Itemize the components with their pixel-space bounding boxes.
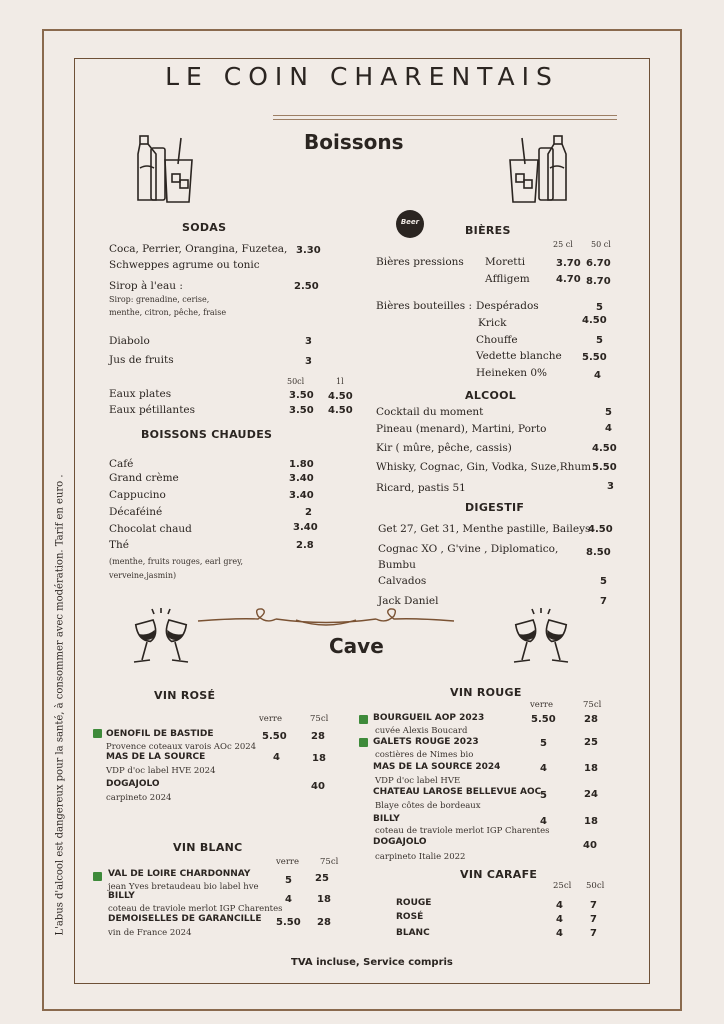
- carafe-price-25cl: 4: [556, 928, 563, 939]
- wine-price-verre: 5: [285, 875, 292, 886]
- chaude-item-price: 2.8: [296, 540, 314, 551]
- carafe-price-25cl: 4: [556, 900, 563, 911]
- wine-name: BOURGUEIL AOP 2023: [373, 713, 485, 723]
- wine-subtitle: Blaye côtes de bordeaux: [375, 801, 481, 811]
- biere-price-25cl: 4.70: [556, 274, 581, 285]
- wine-name: OENOFIL DE BASTIDE: [106, 729, 214, 739]
- wine-price-verre: 5.50: [531, 714, 556, 725]
- the-note-line2: verveine,jasmin): [109, 571, 177, 580]
- biere-bouteille-name: Krick: [478, 317, 507, 329]
- vin-carafe-col-50cl: 50cl: [586, 881, 605, 891]
- alcohol-warning: L'abus d'alcool est dangereux pour la santé, à consommer avec modération. Tarif en euro .: [54, 474, 66, 936]
- digestif-item-name: Cognac XO , G'vine , Diplomatico,: [378, 543, 559, 555]
- wine-price-verre: 5.50: [262, 731, 287, 742]
- vin-rouge-title: VIN ROUGE: [450, 686, 522, 699]
- wine-name: DEMOISELLES DE GARANCILLE: [108, 914, 262, 924]
- wine-subtitle: carpineto Italie 2022: [375, 852, 466, 862]
- wine-price-75cl: 18: [312, 753, 326, 764]
- alcool-item-price: 5: [605, 407, 612, 418]
- chaudes-title: BOISSONS CHAUDES: [141, 428, 273, 441]
- carafe-price-50cl: 7: [590, 928, 597, 939]
- chaude-item-name: Thé: [109, 539, 129, 551]
- wine-price-verre: 5: [540, 738, 547, 749]
- biere-item-name: Affligem: [485, 273, 530, 285]
- drinks-illustration-left-icon: [134, 134, 196, 204]
- eaux-col-50cl: 50cl: [287, 377, 305, 386]
- wine-price-75cl: 28: [584, 714, 598, 725]
- wine-name: MAS DE LA SOURCE 2024: [373, 762, 501, 772]
- wine-price-75cl: 40: [583, 840, 597, 851]
- wine-price-75cl: 18: [584, 763, 598, 774]
- ornament-divider-icon: [196, 604, 456, 630]
- wine-name: GALETS ROUGE 2023: [373, 737, 479, 747]
- eaux-petillantes-price-1l: 4.50: [328, 405, 353, 416]
- chaude-item-price: 3.40: [293, 522, 318, 533]
- diabolo-name: Diabolo: [109, 335, 150, 347]
- biere-item-name: Moretti: [485, 256, 526, 268]
- digestif-item-price: 5: [600, 576, 607, 587]
- digestif-item-price: 4.50: [588, 524, 613, 535]
- chaude-item-price: 3.40: [289, 490, 314, 501]
- the-note: (menthe, fruits rouges, earl grey,: [109, 557, 244, 566]
- alcool-item-price: 3: [607, 481, 614, 492]
- wine-subtitle: cuvée Alexis Boucard: [375, 726, 468, 736]
- bieres-col-50cl: 50 cl: [591, 240, 611, 249]
- eaux-plates-name: Eaux plates: [109, 388, 172, 400]
- vin-carafe-col-25cl: 25cl: [553, 881, 572, 891]
- soda-item-price: 3.30: [296, 245, 321, 256]
- carafe-price-50cl: 7: [590, 914, 597, 925]
- wine-subtitle: VDP d'oc label HVE: [375, 776, 461, 786]
- carafe-name: BLANC: [396, 928, 430, 938]
- beer-badge-label: Beer: [400, 218, 420, 226]
- biere-bouteille-price: 5: [596, 335, 603, 346]
- soda-item-name-line2: Schweppes agrume ou tonic: [109, 259, 260, 271]
- cave-heading: Cave: [329, 634, 384, 658]
- vin-rose-col-verre: verre: [259, 714, 282, 724]
- alcool-item-price: 5.50: [592, 462, 617, 473]
- wine-subtitle: VDP d'oc label HVE 2024: [106, 766, 216, 776]
- digestif-item-name: Get 27, Get 31, Menthe pastille, Baileys: [378, 523, 591, 535]
- biere-bouteille-price: 5: [596, 302, 603, 313]
- sirop-price: 2.50: [294, 281, 319, 292]
- chaude-item-name: Cappucino: [109, 489, 166, 501]
- bieres-pressions-label: Bières pressions: [376, 256, 464, 268]
- chaude-item-price: 2: [305, 507, 312, 518]
- wine-price-verre: 4: [285, 894, 292, 905]
- digestif-item-name: Jack Daniel: [378, 595, 439, 607]
- beer-badge-icon: [396, 210, 424, 238]
- bio-label-icon: [93, 729, 102, 738]
- sirop-note: Sirop: grenadine, cerise,: [109, 295, 210, 304]
- biere-price-50cl: 6.70: [586, 258, 611, 269]
- biere-bouteille-price: 5.50: [582, 352, 607, 363]
- restaurant-name: LE COIN CHARENTAIS: [165, 62, 559, 91]
- boissons-heading: Boissons: [304, 130, 404, 154]
- carafe-name: ROSÉ: [396, 912, 424, 922]
- biere-bouteille-name: Chouffe: [476, 334, 518, 346]
- biere-bouteille-name: Heineken 0%: [476, 367, 548, 379]
- chaude-item-price: 1.80: [289, 459, 314, 470]
- biere-bouteille-price: 4.50: [582, 315, 607, 326]
- alcool-item-name: Pineau (menard), Martini, Porto: [376, 423, 547, 435]
- vin-rose-title: VIN ROSÉ: [154, 689, 216, 702]
- vin-blanc-title: VIN BLANC: [173, 841, 243, 854]
- wine-price-verre: 5: [540, 790, 547, 801]
- biere-price-50cl: 8.70: [586, 276, 611, 287]
- wine-name: CHATEAU LAROSE BELLEVUE AOC: [373, 787, 542, 797]
- wine-subtitle: costières de Nimes bio: [375, 750, 474, 760]
- eaux-petillantes-price-50cl: 3.50: [289, 405, 314, 416]
- wine-price-verre: 5.50: [276, 917, 301, 928]
- eaux-petillantes-name: Eaux pétillantes: [109, 404, 196, 416]
- vin-blanc-col-75cl: 75cl: [320, 857, 339, 867]
- biere-price-25cl: 3.70: [556, 258, 581, 269]
- bio-label-icon: [93, 872, 102, 881]
- alcool-item-price: 4.50: [592, 443, 617, 454]
- bieres-bouteilles-label: Bières bouteilles :: [376, 300, 473, 312]
- wine-price-verre: 4: [540, 816, 547, 827]
- wine-price-75cl: 25: [315, 873, 329, 884]
- title-rule-top: [273, 115, 617, 116]
- alcool-item-name: Ricard, pastis 51: [376, 482, 466, 494]
- tva-note: TVA incluse, Service compris: [291, 957, 453, 968]
- carafe-price-25cl: 4: [556, 914, 563, 925]
- wine-toast-right-icon: [510, 608, 572, 668]
- vin-rouge-col-75cl: 75cl: [583, 700, 602, 710]
- eaux-plates-price-1l: 4.50: [328, 391, 353, 402]
- digestif-item-price: 8.50: [586, 547, 611, 558]
- bio-label-icon: [359, 738, 368, 747]
- bieres-title: BIÈRES: [465, 224, 511, 237]
- alcool-item-name: Cocktail du moment: [376, 406, 484, 418]
- digestif-title: DIGESTIF: [465, 501, 525, 514]
- vin-rose-col-75cl: 75cl: [310, 714, 329, 724]
- sirop-name: Sirop à l'eau :: [109, 280, 183, 292]
- title-rule-bottom: [273, 119, 617, 120]
- vin-rouge-col-verre: verre: [530, 700, 553, 710]
- wine-price-75cl: 18: [317, 894, 331, 905]
- wine-price-75cl: 40: [311, 781, 325, 792]
- wine-subtitle: coteau de traviole merlot IGP Charentes: [108, 904, 283, 914]
- carafe-name: ROUGE: [396, 898, 432, 908]
- sirop-note-line2: menthe, citron, pêche, fraise: [109, 308, 227, 317]
- chaude-item-name: Chocolat chaud: [109, 523, 192, 535]
- digestif-item-price: 7: [600, 596, 607, 607]
- wine-price-75cl: 28: [317, 917, 331, 928]
- wine-price-verre: 4: [273, 752, 280, 763]
- vin-carafe-title: VIN CARAFE: [460, 868, 538, 881]
- wine-price-75cl: 28: [311, 731, 325, 742]
- wine-name: DOGAJOLO: [106, 779, 160, 789]
- wine-name: BILLY: [373, 814, 400, 824]
- wine-price-75cl: 25: [584, 737, 598, 748]
- wine-subtitle: carpineto 2024: [106, 793, 172, 803]
- carafe-price-50cl: 7: [590, 900, 597, 911]
- wine-name: BILLY: [108, 891, 135, 901]
- chaude-item-name: Décaféiné: [109, 506, 163, 518]
- bieres-col-25cl: 25 cl: [553, 240, 573, 249]
- wine-name: VAL DE LOIRE CHARDONNAY: [108, 869, 251, 879]
- biere-bouteille-name: Despérados: [476, 300, 539, 312]
- wine-subtitle: Provence coteaux varois AOc 2024: [106, 742, 257, 752]
- digestif-item-name-line2: Bumbu: [378, 559, 416, 571]
- diabolo-price: 3: [305, 336, 312, 347]
- alcool-item-name: Whisky, Cognac, Gin, Vodka, Suze,Rhum: [376, 461, 592, 473]
- soda-item-name: Coca, Perrier, Orangina, Fuzetea,: [109, 243, 288, 255]
- chaude-item-name: Café: [109, 458, 134, 470]
- chaude-item-price: 3.40: [289, 473, 314, 484]
- wine-name: MAS DE LA SOURCE: [106, 752, 206, 762]
- biere-bouteille-price: 4: [594, 370, 601, 381]
- digestif-item-name: Calvados: [378, 575, 427, 587]
- wine-toast-left-icon: [130, 608, 192, 668]
- wine-subtitle: coteau de traviole merlot IGP Charentes: [375, 826, 550, 836]
- jus-name: Jus de fruits: [109, 354, 174, 366]
- alcool-item-name: Kir ( mûre, pêche, cassis): [376, 442, 512, 454]
- vin-blanc-col-verre: verre: [276, 857, 299, 867]
- wine-name: DOGAJOLO: [373, 837, 427, 847]
- wine-price-75cl: 24: [584, 789, 598, 800]
- wine-subtitle: vin de France 2024: [108, 928, 192, 938]
- drinks-illustration-right-icon: [508, 134, 570, 204]
- biere-bouteille-name: Vedette blanche: [476, 350, 562, 362]
- eaux-col-1l: 1l: [336, 377, 344, 386]
- wine-subtitle: jean Yves bretaudeau bio label hve: [108, 882, 259, 892]
- jus-price: 3: [305, 356, 312, 367]
- wine-price-75cl: 18: [584, 816, 598, 827]
- alcool-item-price: 4: [605, 423, 612, 434]
- eaux-plates-price-50cl: 3.50: [289, 390, 314, 401]
- sodas-title: SODAS: [182, 221, 227, 234]
- chaude-item-name: Grand crème: [109, 472, 179, 484]
- wine-price-verre: 4: [540, 763, 547, 774]
- alcool-title: ALCOOL: [465, 389, 517, 402]
- bio-label-icon: [359, 715, 368, 724]
